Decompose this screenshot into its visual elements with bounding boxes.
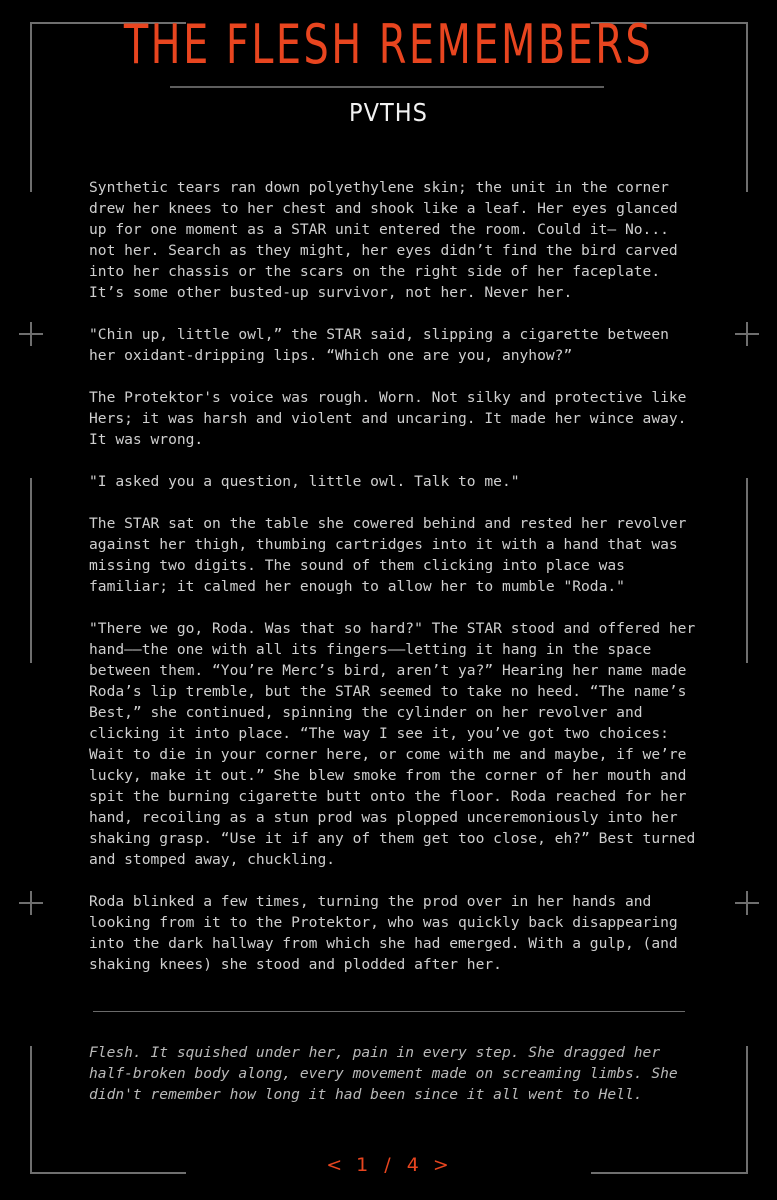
previous-page-arrow-icon[interactable]: < (326, 1154, 345, 1176)
story-body (89, 177, 699, 996)
frame-left-middle-bar (30, 478, 32, 663)
story-paragraph-4: "I asked you a question, little owl. Talk to me." (89, 473, 520, 490)
total-page-count: 4 (406, 1154, 421, 1176)
story-paragraph-6: "There we go, Roda. Was that so hard?" The STAR stood and offered her hand——the one with all its fingers——letting it hang in the space between them. “You’re Merc’s bird, aren’t ya?” Hearing her name made Roda’s lip tremble, but the STAR seemed to take no heed. “The name’s Best,” she continued, spinning the cylinder on her revolver and clicking it into place. “The way I see it, you’ve got two choices: Wait to die in your corner here, or come with me and maybe, if we’re lucky, make it out.” She blew smoke from the corner of her mouth and spit the burning cigarette butt onto the floor. Roda reached for her hand, recoiling as a stun prod was plopped unceremoniously into her shaking grasp. “Use it if any of them get too close, eh?” Best turned and stomped away, chuckling. (89, 620, 696, 868)
story-title: THE FLESH REMEMBERS (123, 13, 654, 76)
story-paragraph-1: Synthetic tears ran down polyethylene skin; the unit in the corner drew her knees to her chest and shook like a leaf. Her eyes glanced up for one moment as a STAR unit entered the room. Could it— No... not her. Search as they might, her eyes didn’t find the bird carved into her chassis or the scars on the right side of her faceplate. It’s some other busted-up survivor, not her. Never her. (89, 179, 678, 301)
current-page-number: 1 (356, 1154, 371, 1176)
next-page-arrow-icon[interactable]: > (432, 1154, 451, 1176)
story-paragraph-7: Roda blinked a few times, turning the prod over in her hands and looking from it to the Protektor, who was quickly back disappearing into the dark hallway from which she had emerged. With a gulp, (and shaking knees) she stood and plodded after her. (89, 893, 678, 973)
epilogue-text: Flesh. It squished under her, pain in every step. She dragged her half-broken body along, every movement made on screaming limbs. She didn't remember how long it had been since it all went to Hell. (89, 1044, 678, 1103)
page-navigation (0, 1154, 777, 1176)
section-divider (93, 1011, 685, 1012)
story-paragraph-3: The Protektor's voice was rough. Worn. Not silky and protective like Hers; it was harsh and violent and uncaring. It made her wince away. It was wrong. (89, 389, 687, 448)
page-separator: / (384, 1154, 393, 1176)
frame-right-middle-bar (746, 478, 748, 663)
author-name: PVTHS (349, 98, 428, 127)
story-paragraph-5: The STAR sat on the table she cowered behind and rested her revolver against her thigh, thumbing cartridges into it with a hand that was missing two digits. The sound of them clicking into place was familiar; it calmed her enough to allow her to mumble "Roda." (89, 515, 687, 595)
story-paragraph-2: "Chin up, little owl,” the STAR said, slipping a cigarette between her oxidant-dripping lips. “Which one are you, anyhow?” (89, 326, 669, 364)
title-underline (170, 86, 604, 88)
